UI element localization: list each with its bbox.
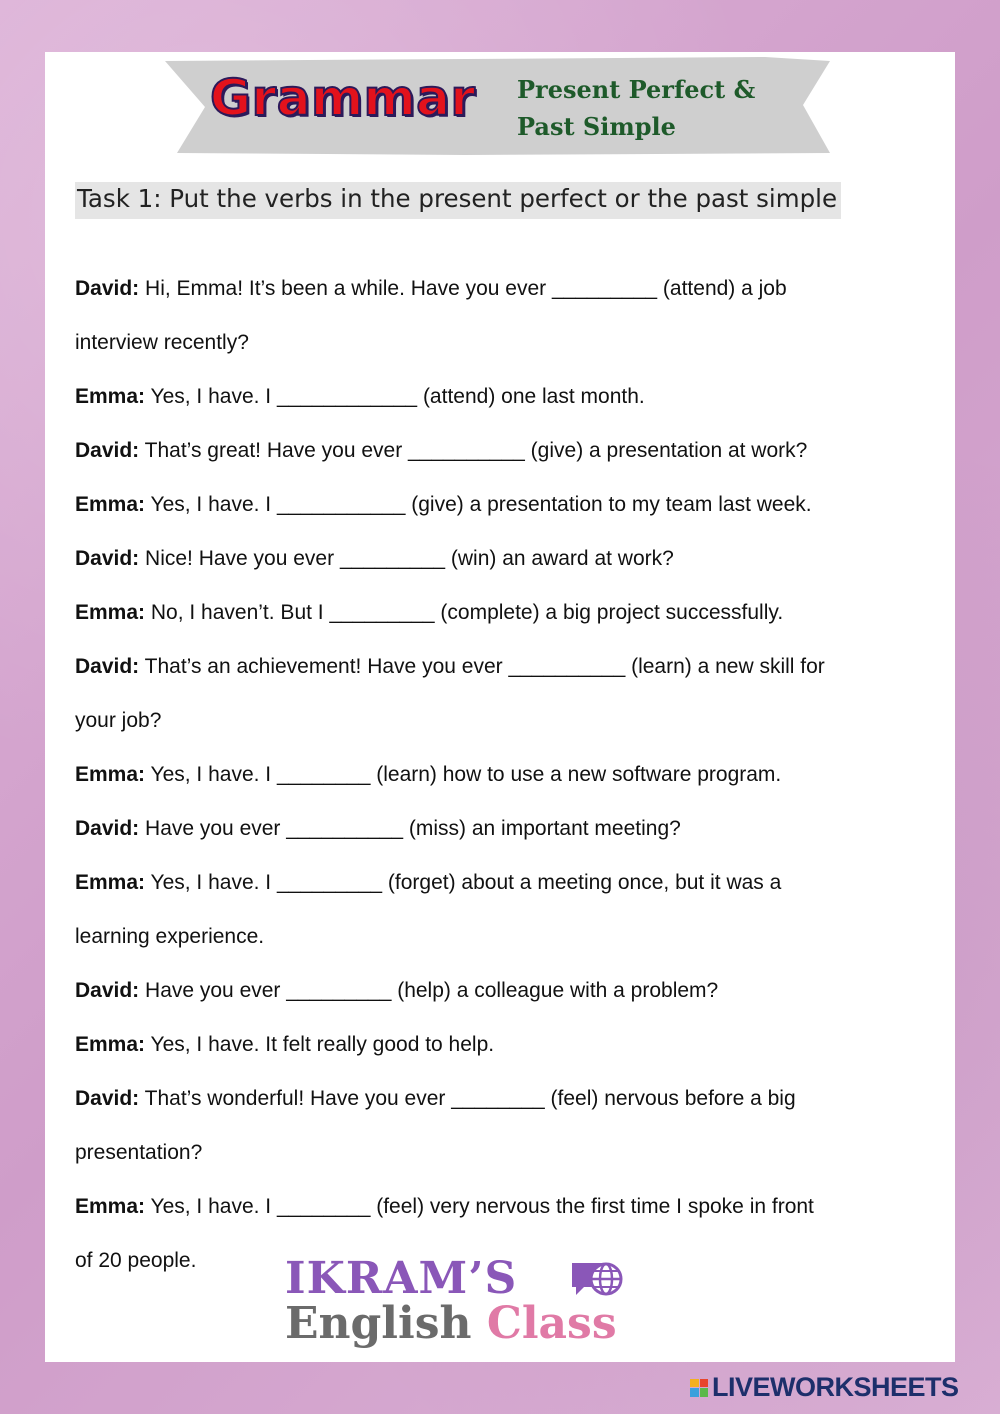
title-banner (165, 57, 830, 155)
logo-line1: IKRAM’S (285, 1253, 518, 1304)
dialogue-line (75, 478, 925, 532)
dialogue-text: Yes, I have. I ___________ (give) a presentation to my team last week. (145, 493, 812, 516)
dialogue-text: Have you ever __________ (miss) an important meeting? (139, 817, 681, 840)
speaker-label: David: (75, 439, 140, 462)
speaker-label: David: (75, 817, 140, 840)
dialogue-line (75, 262, 925, 316)
dialogue-text: of 20 people. (75, 1249, 197, 1272)
dialogue-line (75, 1126, 925, 1180)
speaker-label: Emma: (75, 1033, 146, 1056)
dialogue-line (75, 532, 925, 586)
dialogue-text: Yes, I have. I ________ (feel) very nervous the first time I spoke in front (145, 1195, 814, 1218)
banner-subtitle-line1: Present Perfect & (517, 75, 756, 104)
dialogue-text: Hi, Emma! It’s been a while. Have you ever _________ (attend) a job (139, 277, 787, 300)
dialogue-line (75, 964, 925, 1018)
speaker-label: David: (75, 277, 140, 300)
dialogue-text: No, I haven’t. But I _________ (complete) a big project successfully. (145, 601, 784, 624)
dialogue-text: interview recently? (75, 331, 249, 354)
dialogue-text: Have you ever _________ (help) a colleague with a problem? (139, 979, 719, 1002)
dialogue-text: your job? (75, 709, 162, 732)
dialogue-text: learning experience. (75, 925, 265, 948)
dialogue-line (75, 1180, 925, 1234)
speaker-label: David: (75, 979, 140, 1002)
dialogue-text: Yes, I have. It felt really good to help. (145, 1033, 495, 1056)
dialogue-text: That’s an achievement! Have you ever __________ (learn) a new skill for (139, 655, 825, 678)
logo-word-class: Class (486, 1298, 617, 1349)
dialogue-block (75, 262, 925, 1288)
dialogue-line (75, 424, 925, 478)
ikrams-english-class-logo (285, 1253, 625, 1353)
dialogue-line (75, 802, 925, 856)
dialogue-line (75, 748, 925, 802)
dialogue-text: Yes, I have. I ________ (learn) how to use a new software program. (145, 763, 782, 786)
banner-subtitle-line2: Past Simple (517, 112, 676, 141)
dialogue-line (75, 316, 925, 370)
speaker-label: Emma: (75, 385, 146, 408)
banner-subtitle (517, 71, 817, 145)
logo-line2 (285, 1298, 617, 1349)
dialogue-line (75, 640, 925, 694)
speaker-label: Emma: (75, 493, 146, 516)
dialogue-line (75, 1072, 925, 1126)
dialogue-text: presentation? (75, 1141, 203, 1164)
dialogue-line (75, 370, 925, 424)
liveworksheets-logo-icon (690, 1379, 708, 1397)
banner-title: Grammar (210, 69, 476, 127)
speaker-label: Emma: (75, 871, 146, 894)
dialogue-text: That’s wonderful! Have you ever ________ (feel) nervous before a big (139, 1087, 796, 1110)
dialogue-text: Yes, I have. I ____________ (attend) one last month. (145, 385, 645, 408)
dialogue-line (75, 1018, 925, 1072)
dialogue-line (75, 694, 925, 748)
liveworksheets-watermark (690, 1372, 959, 1403)
speaker-label: Emma: (75, 601, 146, 624)
dialogue-text: Nice! Have you ever _________ (win) an award at work? (139, 547, 674, 570)
speaker-label: David: (75, 1087, 140, 1110)
logo-word-english: English (285, 1298, 472, 1349)
speaker-label: David: (75, 547, 140, 570)
worksheet-page (45, 52, 955, 1362)
speaker-label: Emma: (75, 1195, 146, 1218)
task-heading: Task 1: Put the verbs in the present perfect or the past simple (75, 182, 841, 219)
dialogue-text: Yes, I have. I _________ (forget) about a meeting once, but it was a (145, 871, 782, 894)
dialogue-line (75, 910, 925, 964)
dialogue-line (75, 856, 925, 910)
speaker-label: David: (75, 655, 140, 678)
speaker-label: Emma: (75, 763, 146, 786)
dialogue-text: That’s great! Have you ever __________ (give) a presentation at work? (139, 439, 808, 462)
dialogue-line (75, 586, 925, 640)
liveworksheets-text: LIVEWORKSHEETS (712, 1372, 959, 1402)
